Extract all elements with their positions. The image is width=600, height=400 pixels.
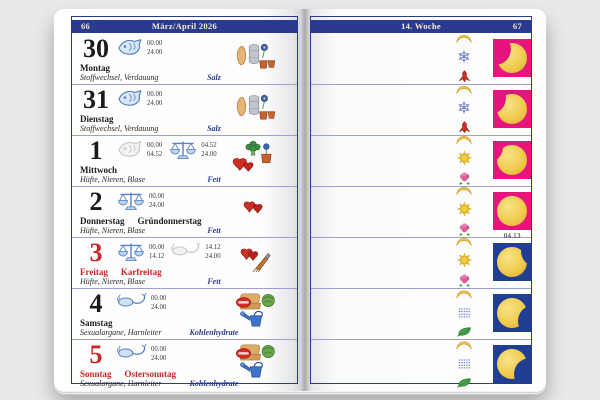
bread-cabbage-can-icons bbox=[230, 342, 278, 380]
moon-row bbox=[311, 85, 531, 136]
snowflake-icon bbox=[457, 101, 471, 120]
right-header-bar bbox=[311, 20, 531, 33]
day-number: 30 bbox=[83, 34, 109, 63]
left-page bbox=[54, 9, 303, 391]
zodiac-libra-icon bbox=[168, 139, 198, 167]
holiday-label: Ostersonntag bbox=[124, 369, 177, 379]
nutrient-label: Kohlenhydrate bbox=[189, 328, 239, 337]
weekday-label: Montag bbox=[80, 63, 110, 73]
moon-phase-square bbox=[493, 39, 531, 77]
zodiac-times: 00.00 24.00 bbox=[151, 295, 167, 312]
moon-phase-square bbox=[493, 345, 531, 383]
moon-time-label: 04.13 bbox=[503, 230, 521, 240]
ear-can-pots-icons bbox=[230, 36, 278, 74]
hearts-brush-icons bbox=[230, 240, 278, 278]
waves-icon bbox=[458, 305, 471, 323]
zodiac-groups bbox=[116, 241, 221, 269]
moon-phase-square bbox=[493, 90, 531, 128]
hearts-icons bbox=[230, 189, 278, 227]
body-zones-label: Hüfte, Nieren, Blase bbox=[80, 175, 146, 184]
moon-phase-square bbox=[493, 141, 531, 179]
zodiac-times: 00.00 04.52 bbox=[147, 142, 163, 159]
day-number: 31 bbox=[83, 85, 109, 114]
zodiac-groups bbox=[116, 292, 166, 317]
sun-icon bbox=[457, 202, 472, 222]
broccoli-hearts-pot-icons bbox=[230, 138, 278, 176]
day-symbol-stack bbox=[451, 337, 477, 393]
zodiac-groups bbox=[116, 88, 162, 113]
zodiac-scorpio-icon bbox=[116, 292, 148, 317]
right-page-number: 67 bbox=[512, 21, 522, 31]
zodiac-times: 00.00 24.00 bbox=[147, 91, 163, 108]
body-zones-label: Stoffwechsel, Verdauung bbox=[80, 124, 159, 133]
zodiac-virgo-icon bbox=[116, 139, 144, 164]
zodiac-libra-icon bbox=[116, 241, 146, 269]
zodiac-virgo-icon bbox=[116, 37, 144, 62]
weekday-label: Donnerstag bbox=[80, 216, 125, 226]
zodiac-times: 14.12 24.00 bbox=[205, 244, 221, 261]
holiday-label: Karfreitag bbox=[120, 267, 162, 277]
weekday-label: Mittwoch bbox=[80, 165, 117, 175]
weekday-label: Sonntag bbox=[80, 369, 112, 379]
body-zones-label: Stoffwechsel, Verdauung bbox=[80, 73, 159, 82]
zodiac-scorpio-icon bbox=[170, 241, 202, 266]
day-row bbox=[72, 136, 297, 187]
moon-icon bbox=[497, 196, 527, 226]
moon-phase-square bbox=[493, 243, 531, 281]
crescent-icon bbox=[455, 31, 473, 49]
day-number: 1 bbox=[89, 136, 103, 165]
moon-phase-square bbox=[493, 192, 531, 230]
snowflake-icon bbox=[457, 50, 471, 69]
crescent-icon bbox=[455, 234, 473, 252]
weekday-label: Samstag bbox=[80, 318, 113, 328]
nutrient-label: Fett bbox=[207, 277, 221, 286]
left-day-rows bbox=[72, 34, 297, 390]
zodiac-libra-icon bbox=[116, 190, 146, 218]
holiday-label: Gründonnerstag bbox=[137, 216, 202, 226]
zodiac-times: 00.00 24.00 bbox=[149, 193, 165, 210]
zodiac-times: 04.52 24.00 bbox=[201, 142, 217, 159]
ear-can-pots-icons bbox=[230, 87, 278, 125]
moon-row bbox=[311, 34, 531, 85]
right-page bbox=[303, 9, 546, 391]
crescent-icon bbox=[455, 337, 473, 355]
day-symbol-stack bbox=[451, 234, 477, 293]
moon-row bbox=[311, 187, 531, 238]
day-row bbox=[72, 238, 297, 289]
left-page-frame bbox=[71, 16, 298, 388]
day-number: 5 bbox=[89, 340, 103, 369]
day-number: 4 bbox=[89, 289, 103, 318]
right-day-rows bbox=[311, 34, 531, 390]
body-zones-label: Hüfte, Nieren, Blase bbox=[80, 226, 146, 235]
waves-icon bbox=[458, 356, 471, 374]
leaf-icon bbox=[457, 375, 472, 393]
left-header-bar bbox=[72, 20, 297, 33]
zodiac-times: 00.00 24.00 bbox=[147, 40, 163, 57]
crescent-icon bbox=[455, 132, 473, 150]
day-number: 3 bbox=[89, 238, 103, 267]
zodiac-groups bbox=[116, 139, 217, 167]
sun-icon bbox=[457, 151, 472, 171]
day-row bbox=[72, 85, 297, 136]
day-symbol-stack bbox=[451, 286, 477, 342]
weekday-label: Dienstag bbox=[80, 114, 114, 124]
bread-cabbage-can-icons bbox=[230, 291, 278, 329]
left-header-title: März/April 2026 bbox=[151, 21, 218, 31]
day-symbol-stack bbox=[451, 31, 477, 88]
day-row bbox=[72, 187, 297, 238]
zodiac-times: 00.00 14.12 bbox=[149, 244, 165, 261]
right-header-title: 14. Woche bbox=[401, 21, 441, 31]
body-zones-label: Hüfte, Nieren, Blase bbox=[80, 277, 146, 286]
calendar-book bbox=[54, 9, 546, 391]
moon-row bbox=[311, 289, 531, 340]
nutrient-label: Kohlenhydrate bbox=[189, 379, 239, 388]
right-page-frame bbox=[310, 16, 532, 384]
zodiac-scorpio-icon bbox=[116, 343, 148, 368]
nutrient-label: Salz bbox=[207, 124, 221, 133]
day-row bbox=[72, 34, 297, 85]
moon-phase-square bbox=[493, 294, 531, 332]
crescent-icon bbox=[455, 286, 473, 304]
zodiac-groups bbox=[116, 343, 166, 368]
zodiac-times: 00.00 24.00 bbox=[151, 346, 167, 363]
sun-icon bbox=[457, 253, 472, 273]
crescent-icon bbox=[455, 183, 473, 201]
zodiac-groups bbox=[116, 37, 162, 62]
zodiac-virgo-icon bbox=[116, 88, 144, 113]
day-row bbox=[72, 289, 297, 340]
body-zones-label: Sexualorgane, Harnleiter bbox=[80, 379, 162, 388]
crescent-icon bbox=[455, 82, 473, 100]
day-row bbox=[72, 340, 297, 390]
day-symbol-stack bbox=[451, 82, 477, 139]
nutrient-label: Fett bbox=[207, 175, 221, 184]
nutrient-label: Fett bbox=[207, 226, 221, 235]
nutrient-label: Salz bbox=[207, 73, 221, 82]
moon-row bbox=[311, 340, 531, 390]
left-page-number: 66 bbox=[81, 21, 91, 31]
body-zones-label: Sexualorgane, Harnleiter bbox=[80, 328, 162, 337]
day-number: 2 bbox=[89, 187, 103, 216]
zodiac-groups bbox=[116, 190, 164, 218]
moon-row bbox=[311, 136, 531, 187]
moon-row bbox=[311, 238, 531, 289]
weekday-label: Freitag bbox=[80, 267, 108, 277]
